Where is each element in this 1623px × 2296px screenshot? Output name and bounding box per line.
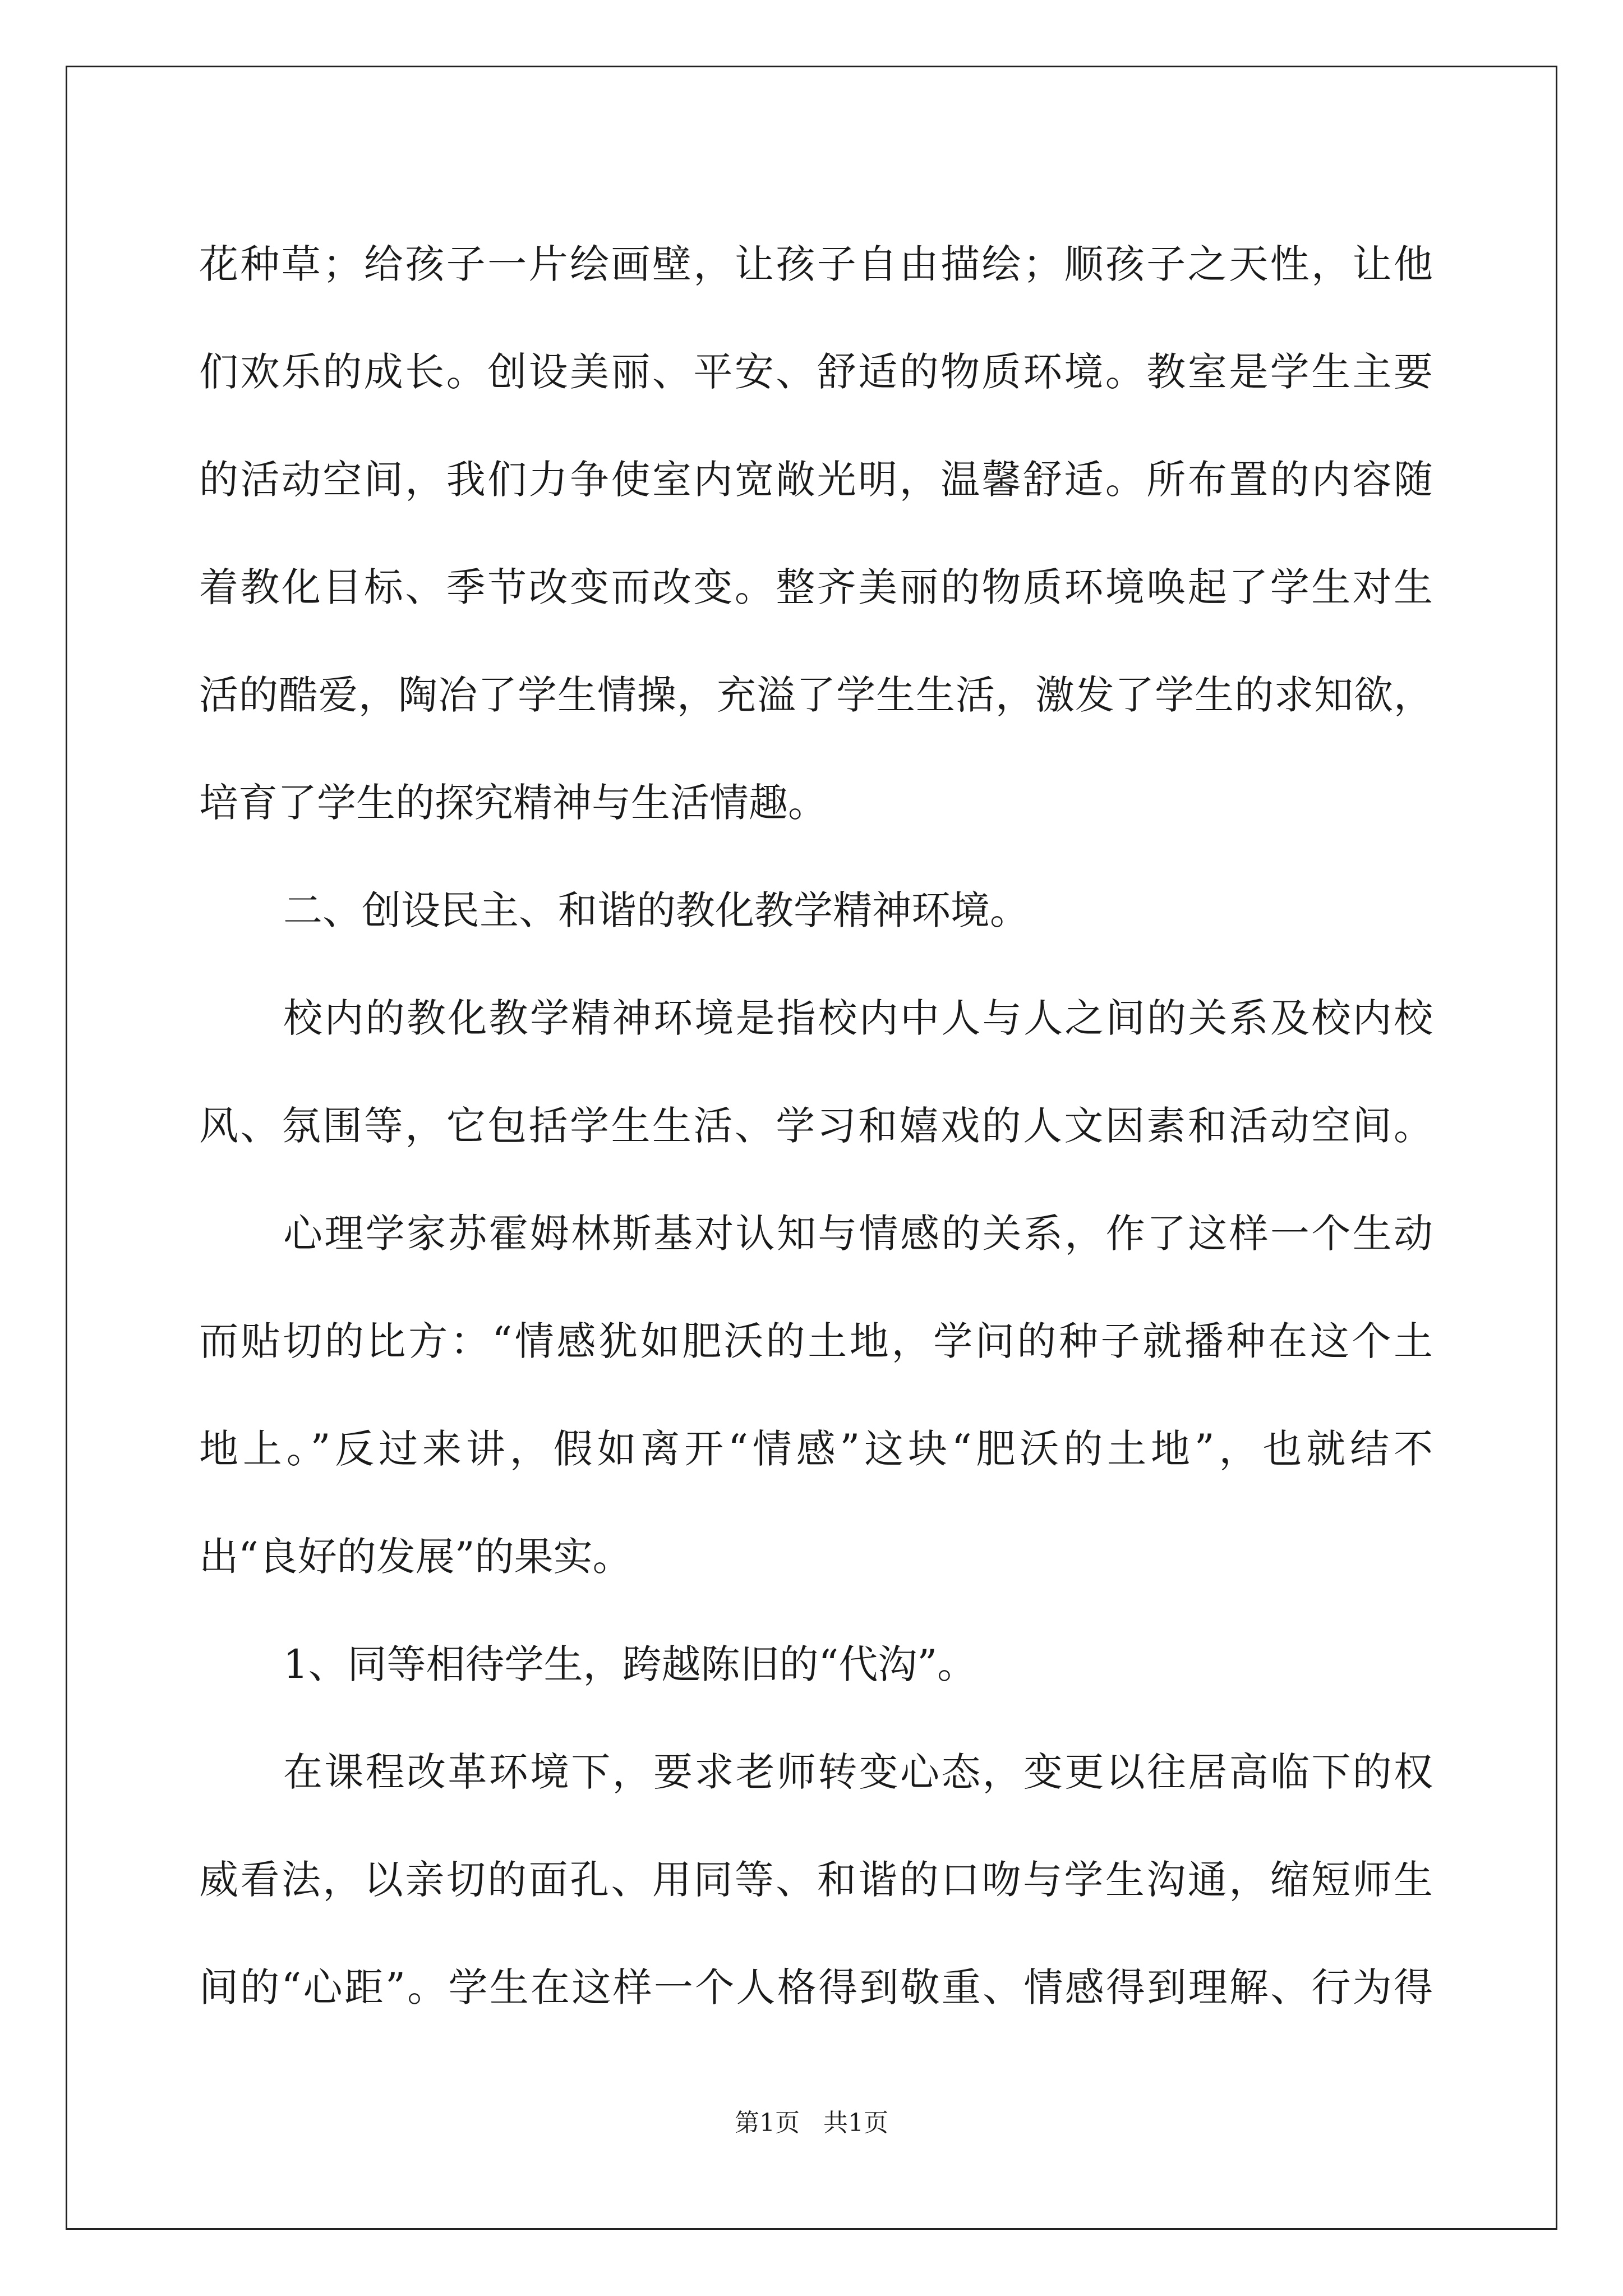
text-line: 威看法，以亲切的面孔、用同等、和谐的口吻与学生沟通，缩短师生 [199,1857,1433,1903]
text-line: 活的酷爱，陶冶了学生情操，充溢了学生生活，激发了学生的求知欲， [199,672,1433,718]
page-footer: 第1页 共1页 [735,2109,888,2137]
text-line: 心理学家苏霍姆林斯基对认知与情感的关系，作了这样一个生动 [283,1211,1433,1257]
text-line: 着教化目标、季节改变而改变。整齐美丽的物质环境唤起了学生对生 [199,564,1433,610]
text-line: 出“良好的发展”的果实。 [199,1534,632,1580]
text-line: 而贴切的比方：“情感犹如肥沃的土地，学问的种子就播种在这个土 [199,1318,1433,1364]
document-body [199,210,1433,2041]
subsection-heading: 1、同等相待学生，跨越陈旧的“代沟”。 [283,1641,977,1687]
text-line: 们欢乐的成长。创设美丽、平安、舒适的物质环境。教室是学生主要 [199,349,1433,395]
text-line: 风、氛围等，它包括学生生活、学习和嬉戏的人文因素和活动空间。 [199,1103,1433,1149]
text-line: 校内的教化教学精神环境是指校内中人与人之间的关系及校内校 [283,995,1433,1041]
text-line: 培育了学生的探究精神与生活情趣。 [199,780,827,826]
text-line: 在课程改革环境下，要求老师转变心态，变更以往居高临下的权 [283,1749,1433,1795]
text-line: 间的“心距”。学生在这样一个人格得到敬重、情感得到理解、行为得 [199,1964,1433,2010]
text-line: 的活动空间，我们力争使室内宽敞光明，温馨舒适。所布置的内容随 [199,457,1433,503]
text-line: 地上。”反过来讲，假如离开“情感”这块“肥沃的土地”，也就结不 [199,1426,1433,1472]
text-line: 花种草；给孩子一片绘画壁，让孩子自由描绘；顺孩子之天性，让他 [199,241,1433,287]
section-heading: 二、创设民主、和谐的教化教学精神环境。 [283,887,1029,933]
